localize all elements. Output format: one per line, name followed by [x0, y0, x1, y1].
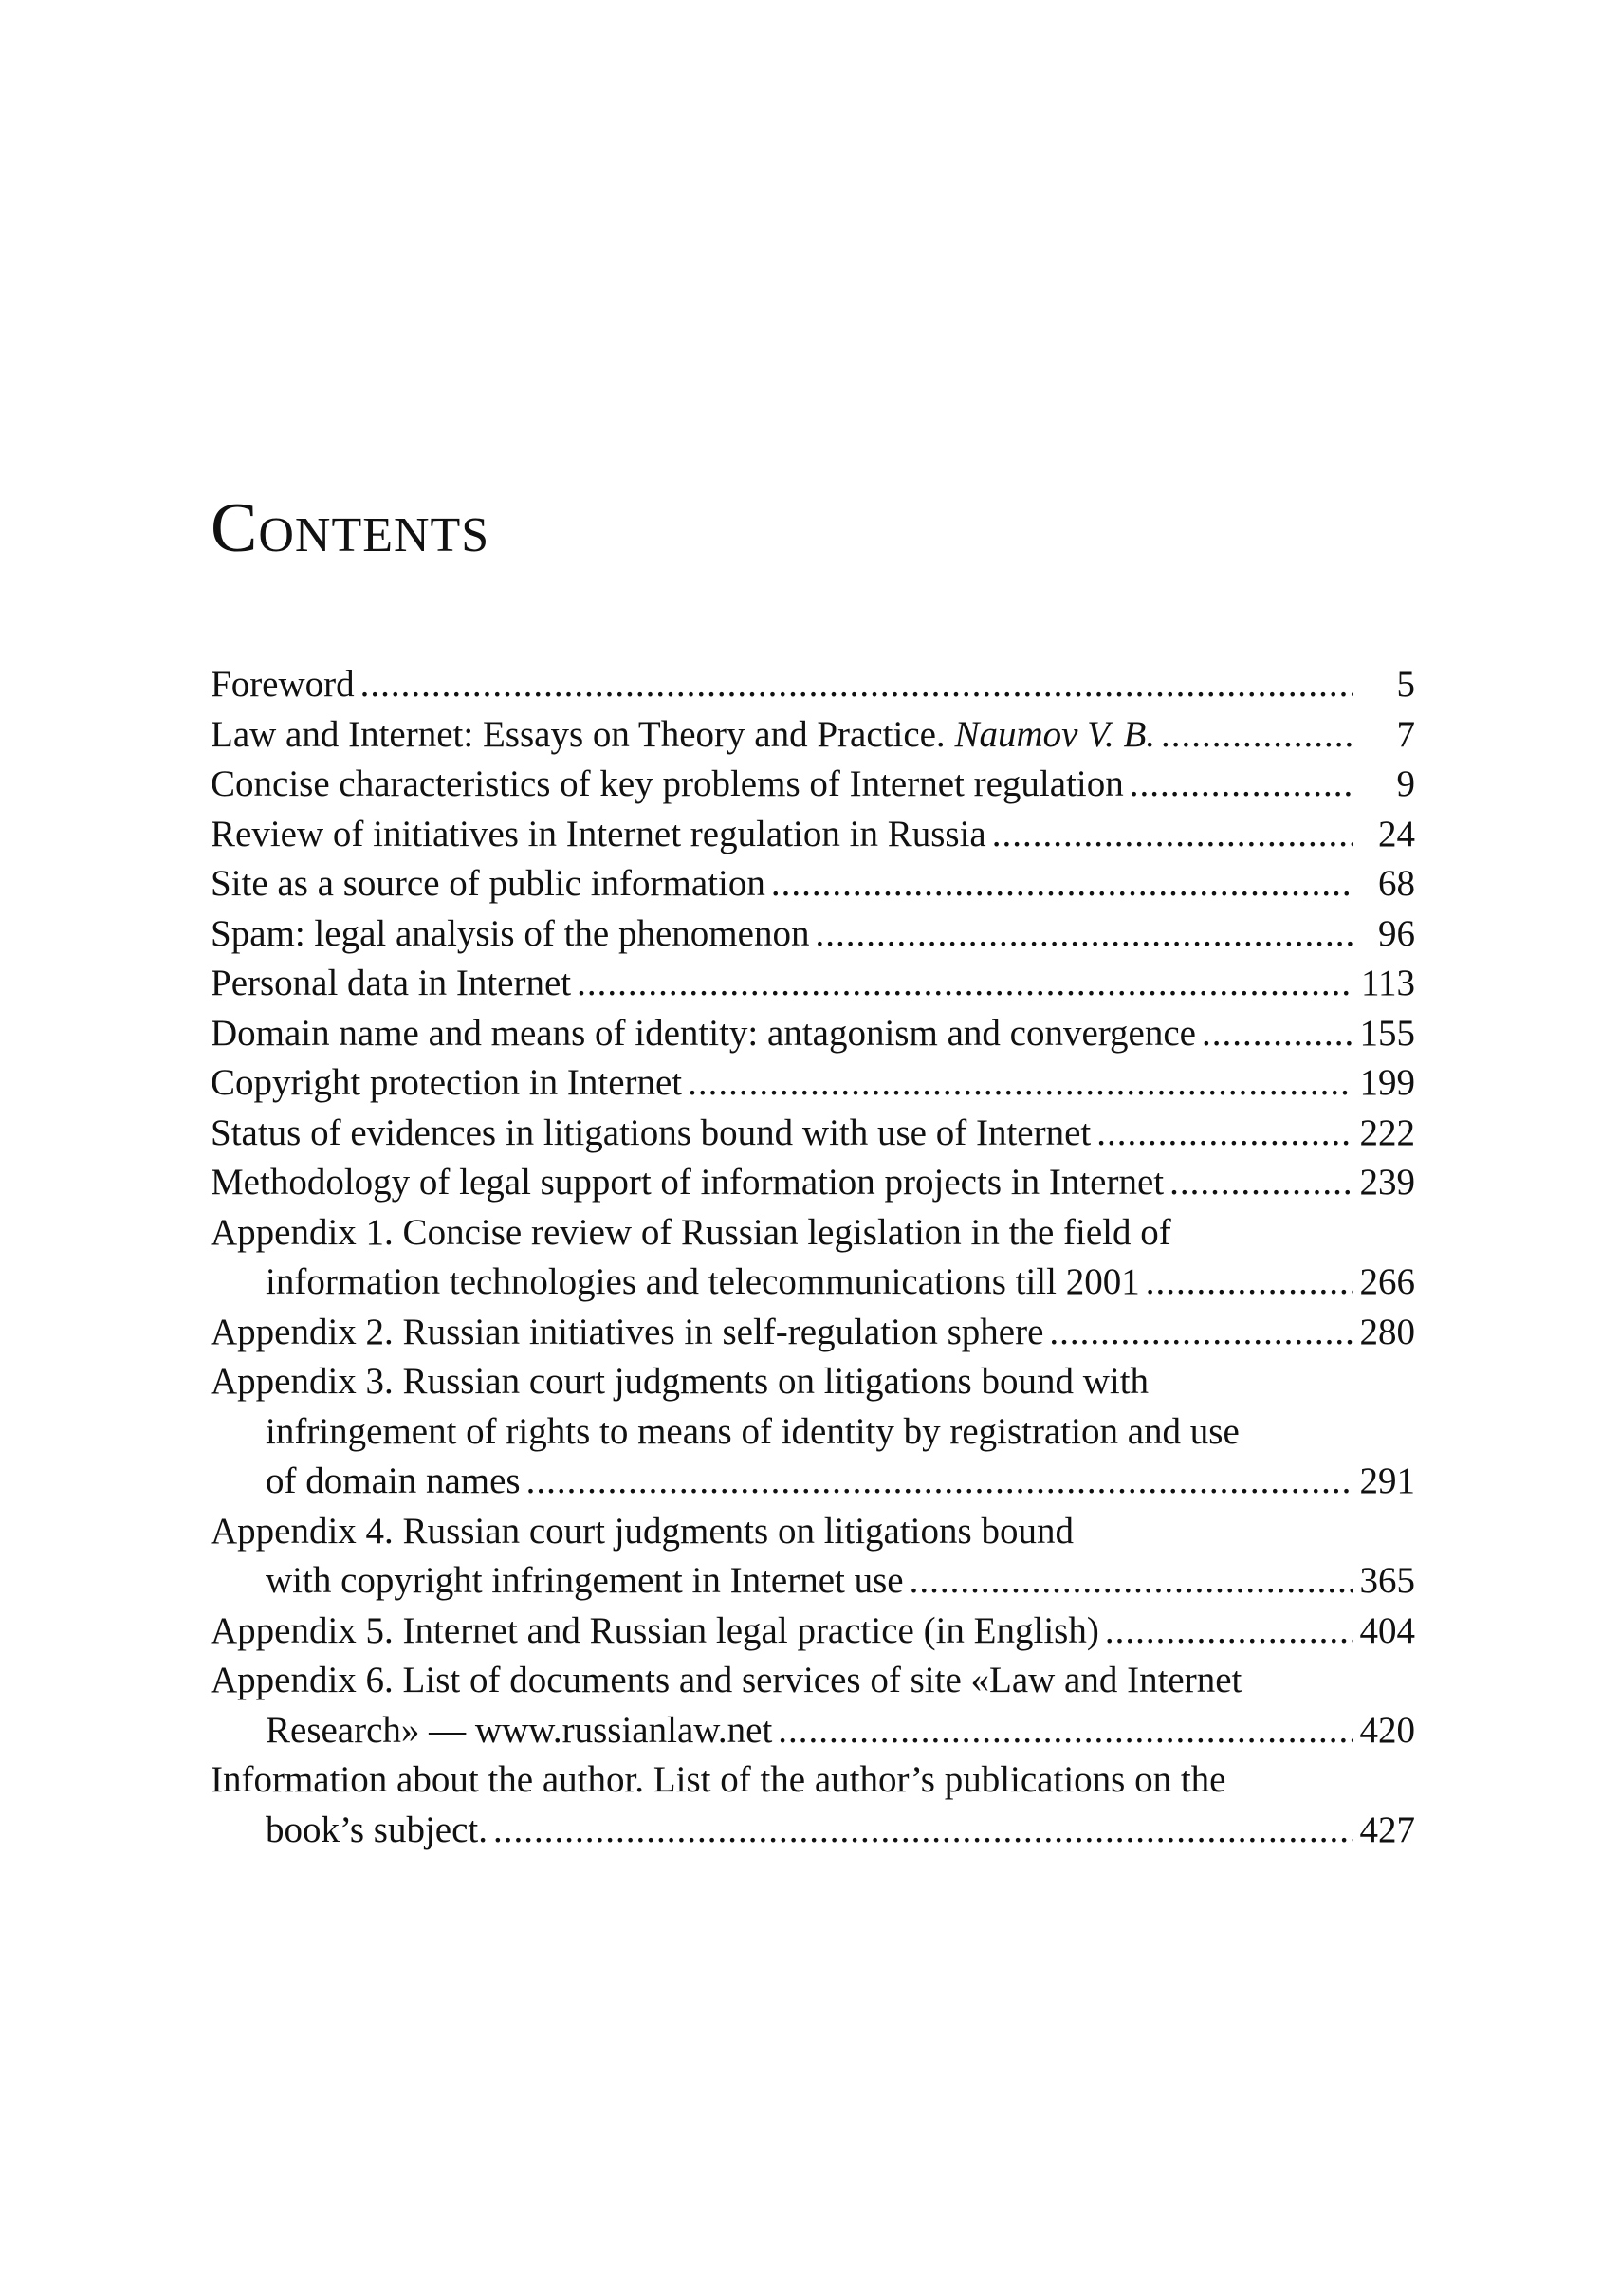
toc-page-number: 365 [1359, 1560, 1415, 1601]
toc-entry-title-text: information technologies and telecommunications till 2001 [266, 1261, 1140, 1302]
toc-entry-title-text: Research» — www.russianlaw.net [266, 1709, 773, 1751]
dot-leader [688, 1058, 1353, 1109]
toc-entry-final-line [211, 1457, 1415, 1507]
toc-entry-final-line [211, 660, 1415, 710]
toc-entry-final-line [211, 760, 1415, 810]
toc-entry-title [211, 810, 986, 860]
dot-leader [771, 859, 1353, 909]
toc-entry-title [211, 859, 765, 909]
toc-entry [211, 959, 1415, 1009]
dot-leader [493, 1806, 1353, 1856]
toc-entry-line: Appendix 3. Russian court judgments on litigations bound with [211, 1361, 1150, 1402]
toc-entry-title [211, 1158, 1164, 1208]
toc-page-number: 113 [1360, 963, 1415, 1003]
toc-page-number: 427 [1359, 1809, 1415, 1850]
toc-entry-title-text: Appendix 5. Internet and Russian legal practice (in English) [211, 1609, 1099, 1651]
toc-entry-author: Naumov V. B. [954, 713, 1156, 755]
toc-entry-title-text: Appendix 2. Russian initiatives in self-regulation sphere [211, 1311, 1044, 1352]
page-title: Contents [211, 489, 490, 567]
toc-entry [211, 1656, 1415, 1755]
toc-entry-title-text: Concise characteristics of key problems of Internet regulation [211, 763, 1124, 804]
dot-leader [1146, 1258, 1353, 1308]
toc-entry-title [211, 1308, 1043, 1358]
dot-leader [992, 810, 1353, 860]
toc-entry-title [211, 760, 1124, 810]
toc-entry-title-text: Domain name and means of identity: antagonism and convergence [211, 1012, 1196, 1054]
toc-entry-title-text: Copyright protection in Internet [211, 1062, 683, 1103]
toc-entry-line: infringement of rights to means of identity by registration and use [266, 1410, 1240, 1452]
toc-entry-title [266, 1556, 904, 1607]
toc-entry-final-line [211, 1009, 1415, 1059]
toc-entry-final-line [211, 1806, 1415, 1856]
toc-page-number: 291 [1359, 1460, 1415, 1501]
dot-leader [1169, 1158, 1353, 1208]
toc-page-number: 404 [1359, 1609, 1415, 1651]
dot-leader [577, 959, 1353, 1009]
toc-page-number: 155 [1359, 1012, 1415, 1054]
toc-entry-title-text: Spam: legal analysis of the phenomenon [211, 912, 810, 954]
toc-entry [211, 1507, 1415, 1607]
dot-leader [360, 660, 1353, 710]
toc-entry-title [211, 1009, 1196, 1059]
toc-entry [211, 710, 1415, 761]
toc-page-number: 420 [1359, 1709, 1415, 1751]
toc-page-number: 9 [1396, 763, 1415, 804]
toc-entry-title-text: Methodology of legal support of information projects in Internet [211, 1162, 1165, 1203]
toc-entry-final-line [211, 859, 1415, 909]
toc-entry [211, 1607, 1415, 1657]
toc-entry-title [211, 710, 1155, 761]
toc-entry-line: Information about the author. List of the author’s publications on the [211, 1759, 1226, 1800]
toc-entry [211, 760, 1415, 810]
toc-entry [211, 660, 1415, 710]
dot-leader [1202, 1009, 1353, 1059]
toc-entry-title [211, 660, 355, 710]
toc-entry-title-text: Law and Internet: Essays on Theory and Practice. [211, 713, 946, 755]
toc-entry-title-text: Site as a source of public information [211, 863, 765, 904]
dot-leader [526, 1457, 1353, 1507]
toc-entry [211, 1009, 1415, 1059]
toc-entry-title [266, 1706, 772, 1756]
toc-entry-title [211, 1058, 682, 1109]
dot-leader [1049, 1308, 1353, 1358]
toc-entry-final-line [211, 710, 1415, 761]
toc-entry-title-text: Personal data in Internet [211, 963, 572, 1003]
dot-leader [1161, 710, 1353, 761]
toc-entry [211, 859, 1415, 909]
toc-page-number: 199 [1359, 1062, 1415, 1103]
toc-entry-line: Appendix 1. Concise review of Russian legislation in the field of [211, 1211, 1171, 1253]
toc-entry-title-text: with copyright infringement in Internet use [266, 1560, 904, 1601]
toc-entry [211, 1208, 1415, 1308]
toc-entry-final-line [211, 1706, 1415, 1756]
toc-entry-final-line [211, 1058, 1415, 1109]
toc-entry [211, 909, 1415, 960]
dot-leader [1105, 1607, 1353, 1657]
toc-entry-final-line [211, 909, 1415, 960]
toc-entry-title [266, 1258, 1140, 1308]
table-of-contents [211, 660, 1415, 1855]
toc-entry-title [266, 1457, 521, 1507]
dot-leader [1096, 1109, 1353, 1159]
toc-page-number: 280 [1359, 1311, 1415, 1352]
toc-page-number: 266 [1359, 1261, 1415, 1302]
toc-entry-final-line [211, 959, 1415, 1009]
toc-entry [211, 1158, 1415, 1208]
toc-entry-final-line [211, 810, 1415, 860]
toc-page-number: 7 [1396, 713, 1415, 755]
toc-page-number: 24 [1378, 813, 1415, 854]
dot-leader [778, 1706, 1353, 1756]
toc-entry-final-line [211, 1556, 1415, 1607]
toc-entry-final-line [211, 1109, 1415, 1159]
toc-entry-final-line [211, 1258, 1415, 1308]
toc-entry [211, 1308, 1415, 1358]
toc-page-number: 239 [1359, 1162, 1415, 1203]
toc-page-number: 222 [1359, 1111, 1415, 1153]
toc-entry-final-line [211, 1607, 1415, 1657]
toc-entry-title [266, 1806, 488, 1856]
toc-page-number: 5 [1396, 664, 1415, 705]
toc-entry [211, 1109, 1415, 1159]
toc-entry-title-text: of domain names [266, 1460, 521, 1501]
toc-entry-title [211, 1109, 1091, 1159]
dot-leader [815, 909, 1353, 960]
toc-entry-line: Appendix 6. List of documents and services of site «Law and Internet [211, 1660, 1242, 1700]
toc-entry [211, 810, 1415, 860]
toc-page-number: 68 [1378, 863, 1415, 904]
toc-entry-line: Appendix 4. Russian court judgments on litigations bound [211, 1510, 1074, 1552]
toc-entry [211, 1357, 1415, 1507]
toc-entry-final-line [211, 1158, 1415, 1208]
dot-leader [1130, 760, 1353, 810]
toc-entry-final-line [211, 1308, 1415, 1358]
toc-entry [211, 1058, 1415, 1109]
dot-leader [910, 1556, 1353, 1607]
toc-entry-title [211, 959, 571, 1009]
toc-page-number: 96 [1378, 912, 1415, 954]
toc-entry-title-text: book’s subject. [266, 1809, 488, 1850]
toc-entry-title-text: Review of initiatives in Internet regulation in Russia [211, 813, 986, 854]
toc-entry [211, 1755, 1415, 1855]
toc-entry-title [211, 1607, 1099, 1657]
toc-entry-title-text: Status of evidences in litigations bound with use of Internet [211, 1111, 1092, 1153]
toc-entry-title [211, 909, 809, 960]
toc-entry-title-text: Foreword [211, 664, 355, 705]
